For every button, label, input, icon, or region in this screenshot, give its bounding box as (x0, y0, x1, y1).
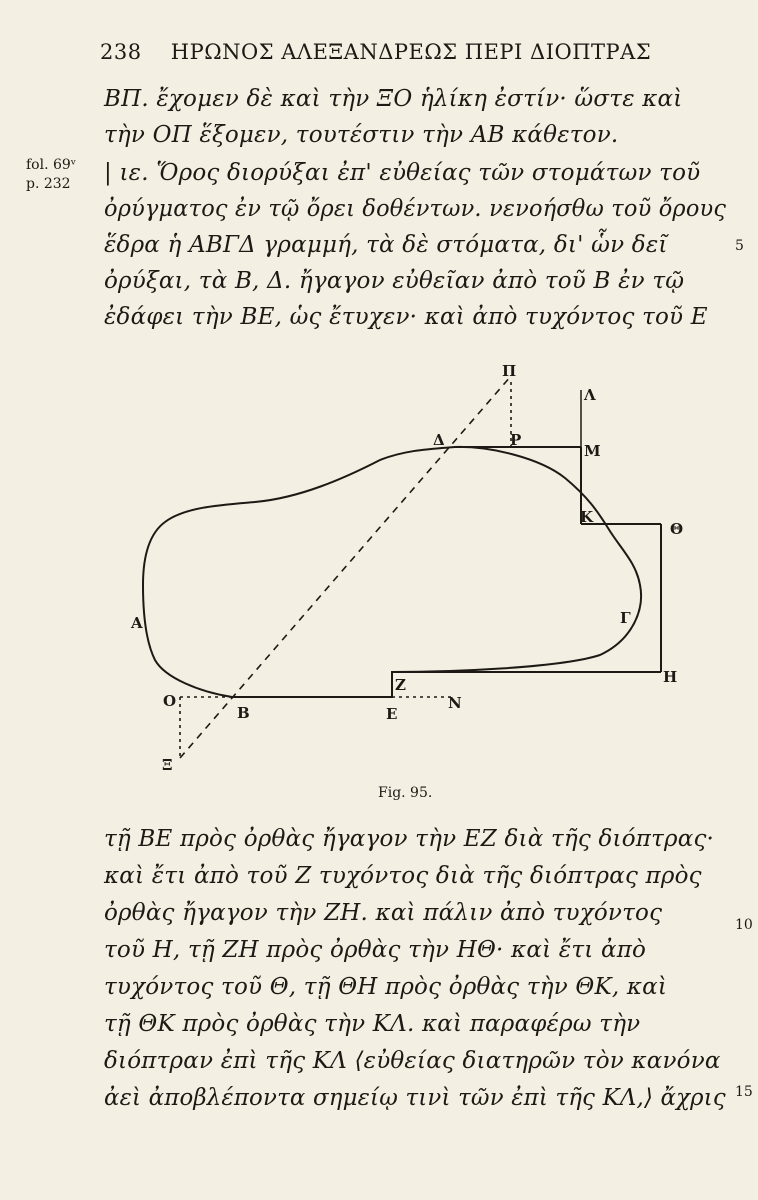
text-line: τῇ ΘΚ πρὸς ὀρθὰς τὴν ΚΛ. καὶ παραφέρω τὴν (104, 1011, 641, 1037)
label-lambda: Λ (584, 386, 596, 404)
text-line: ὀρθὰς ἤγαγον τὴν ΖΗ. καὶ πάλιν ἀπὸ τυχόντος (104, 900, 663, 926)
figure-caption: Fig. 95. (378, 785, 433, 801)
label-pi: Π (502, 362, 517, 380)
line-number: 10 (735, 917, 753, 933)
margin-note-folio: fol. 69ᵛ (26, 157, 77, 173)
text-line: ΒΠ. ἔχομεν δὲ καὶ τὴν ΞΟ ἡλίκη ἐστίν· ὥστε καὶ (104, 86, 683, 112)
label-zeta: Ζ (395, 676, 406, 694)
label-delta: Δ (433, 431, 445, 449)
text-line: τῇ ΒΕ πρὸς ὀρθὰς ἤγαγον τὴν ΕΖ διὰ τῆς διόπτρας· (104, 826, 715, 852)
label-omicron: Ο (163, 692, 177, 710)
label-kappa: Κ (580, 508, 594, 526)
text-line: διόπτραν ἐπὶ τῆς ΚΛ ⟨εὐθείας διατηρῶν τὸν κανόνα (104, 1048, 721, 1074)
label-alpha: Α (131, 614, 143, 632)
text-line: τὴν ΟΠ ἕξομεν, τουτέστιν τὴν ΑΒ κάθετον. (104, 122, 619, 148)
label-nu: Ν (448, 694, 462, 712)
text-line: ἐδάφει τὴν ΒΕ, ὡς ἔτυχεν· καὶ ἀπὸ τυχόντος τοῦ Ε (104, 304, 708, 330)
label-xi: Ξ (162, 756, 173, 774)
running-title: ΗΡΩΝΟΣ ΑΛΕΞΑΝΔΡΕΩΣ ΠΕΡΙ ΔΙΟΠΤΡΑΣ (170, 40, 652, 64)
label-eta: Η (663, 668, 678, 686)
text-line: τυχόντος τοῦ Θ, τῇ ΘΗ πρὸς ὀρθὰς τὴν ΘΚ, καὶ (104, 974, 668, 1000)
text-line: ὀρύξαι, τὰ Β, Δ. ἤγαγον εὐθεῖαν ἀπὸ τοῦ Β ἐν τῷ (104, 268, 685, 294)
text-line: ἕδρα ἡ ΑΒΓΔ γραμμή, τὰ δὲ στόματα, δι' ὧν δεῖ (104, 232, 668, 258)
label-theta: Θ (670, 520, 684, 538)
mountain-outline (143, 447, 641, 697)
label-rho: Ρ (510, 431, 522, 449)
line-number: 5 (735, 238, 744, 254)
text-line: καὶ ἔτι ἀπὸ τοῦ Ζ τυχόντος διὰ τῆς διόπτρας πρὸς (104, 863, 702, 889)
page-number: 238 (100, 40, 142, 64)
text-line: ἀεὶ ἀποβλέποντα σημείῳ τινὶ τῶν ἐπὶ τῆς ΚΛ,⟩ ἄχρις (104, 1085, 726, 1111)
label-mu: Μ (584, 442, 601, 460)
text-line: τοῦ Η, τῇ ΖΗ πρὸς ὀρθὰς τὴν ΗΘ· καὶ ἔτι ἀπὸ (104, 937, 647, 963)
line-number: 15 (735, 1084, 753, 1100)
label-epsilon: Ε (386, 705, 398, 723)
text-line: ὀρύγματος ἐν τῷ ὄρει δοθέντων. νενοήσθω τοῦ ὄρους (104, 196, 727, 222)
label-gamma: Γ (620, 609, 631, 627)
text-line: | ιε. Ὅρος διορύξαι ἐπ' εὐθείας τῶν στομάτων τοῦ (104, 160, 701, 186)
label-beta: Β (237, 704, 250, 722)
margin-note-page: p. 232 (26, 176, 71, 192)
